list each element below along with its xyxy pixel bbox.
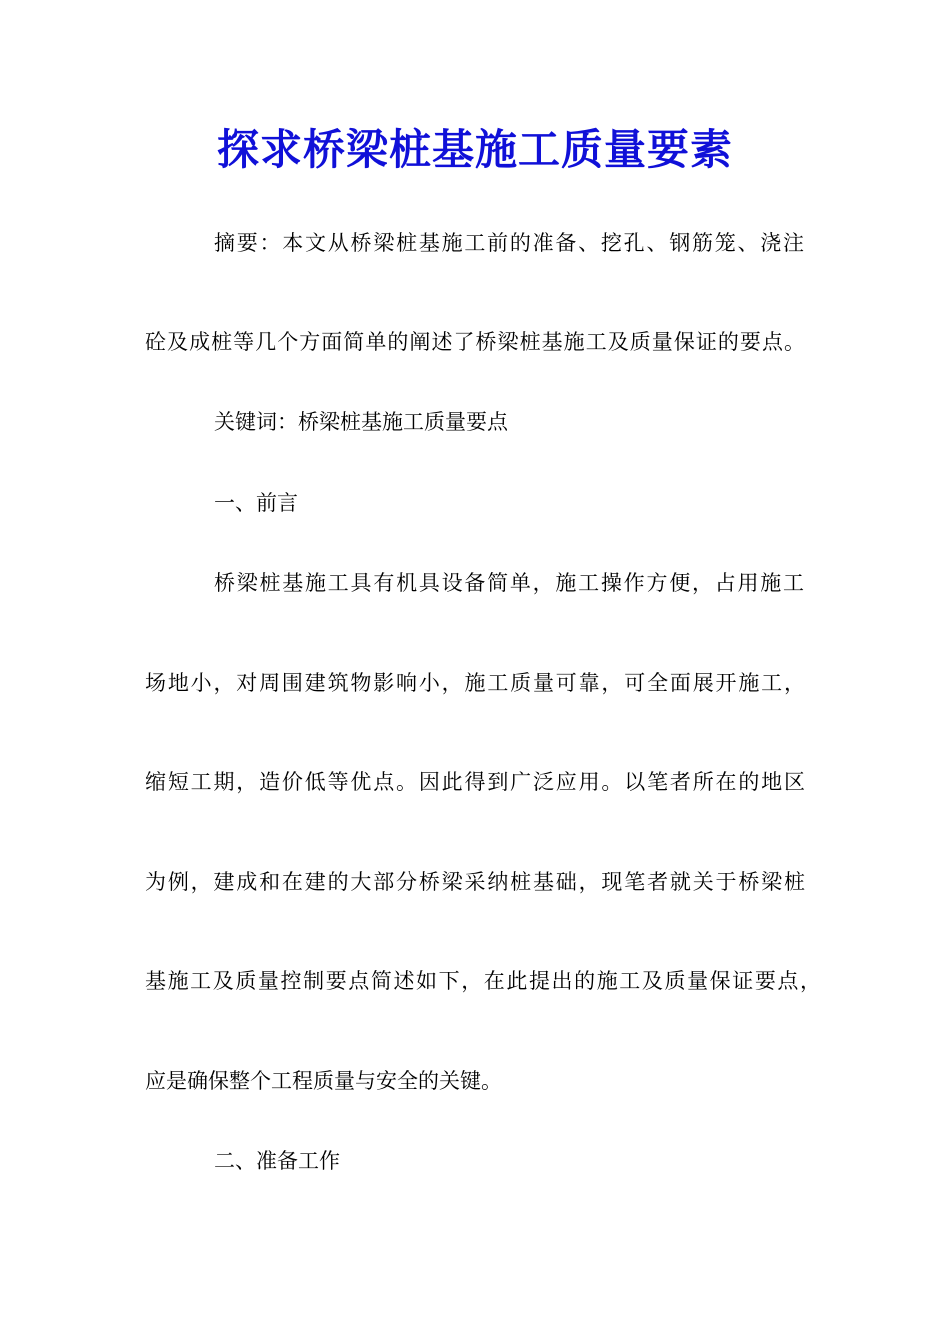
abstract-line-1: 摘要：本文从桥梁桩基施工前的准备、挖孔、钢筋笼、浇注 xyxy=(214,231,804,255)
abstract-line-2: 砼及成桩等几个方面简单的阐述了桥梁桩基施工及质量保证的要点。 xyxy=(145,330,805,354)
paragraph-line-3: 缩短工期，造价低等优点。因此得到广泛应用。以笔者所在的地区 xyxy=(145,770,805,794)
document-title: 探求桥梁桩基施工质量要素 xyxy=(216,125,733,174)
section-heading-1: 一、前言 xyxy=(214,491,298,515)
paragraph-line-6: 应是确保整个工程质量与安全的关键。 xyxy=(145,1069,502,1093)
paragraph-line-2: 场地小，对周围建筑物影响小，施工质量可靠，可全面展开施工， xyxy=(145,671,805,695)
paragraph-line-1: 桥梁桩基施工具有机具设备简单，施工操作方便，占用施工 xyxy=(214,571,804,595)
keywords-line: 关键词：桥梁桩基施工质量要点 xyxy=(214,410,508,434)
paragraph-line-5: 基施工及质量控制要点简述如下，在此提出的施工及质量保证要点， xyxy=(145,969,821,993)
paragraph-line-4: 为例，建成和在建的大部分桥梁采纳桩基础，现笔者就关于桥梁桩 xyxy=(145,870,805,894)
section-heading-2: 二、准备工作 xyxy=(214,1149,340,1173)
